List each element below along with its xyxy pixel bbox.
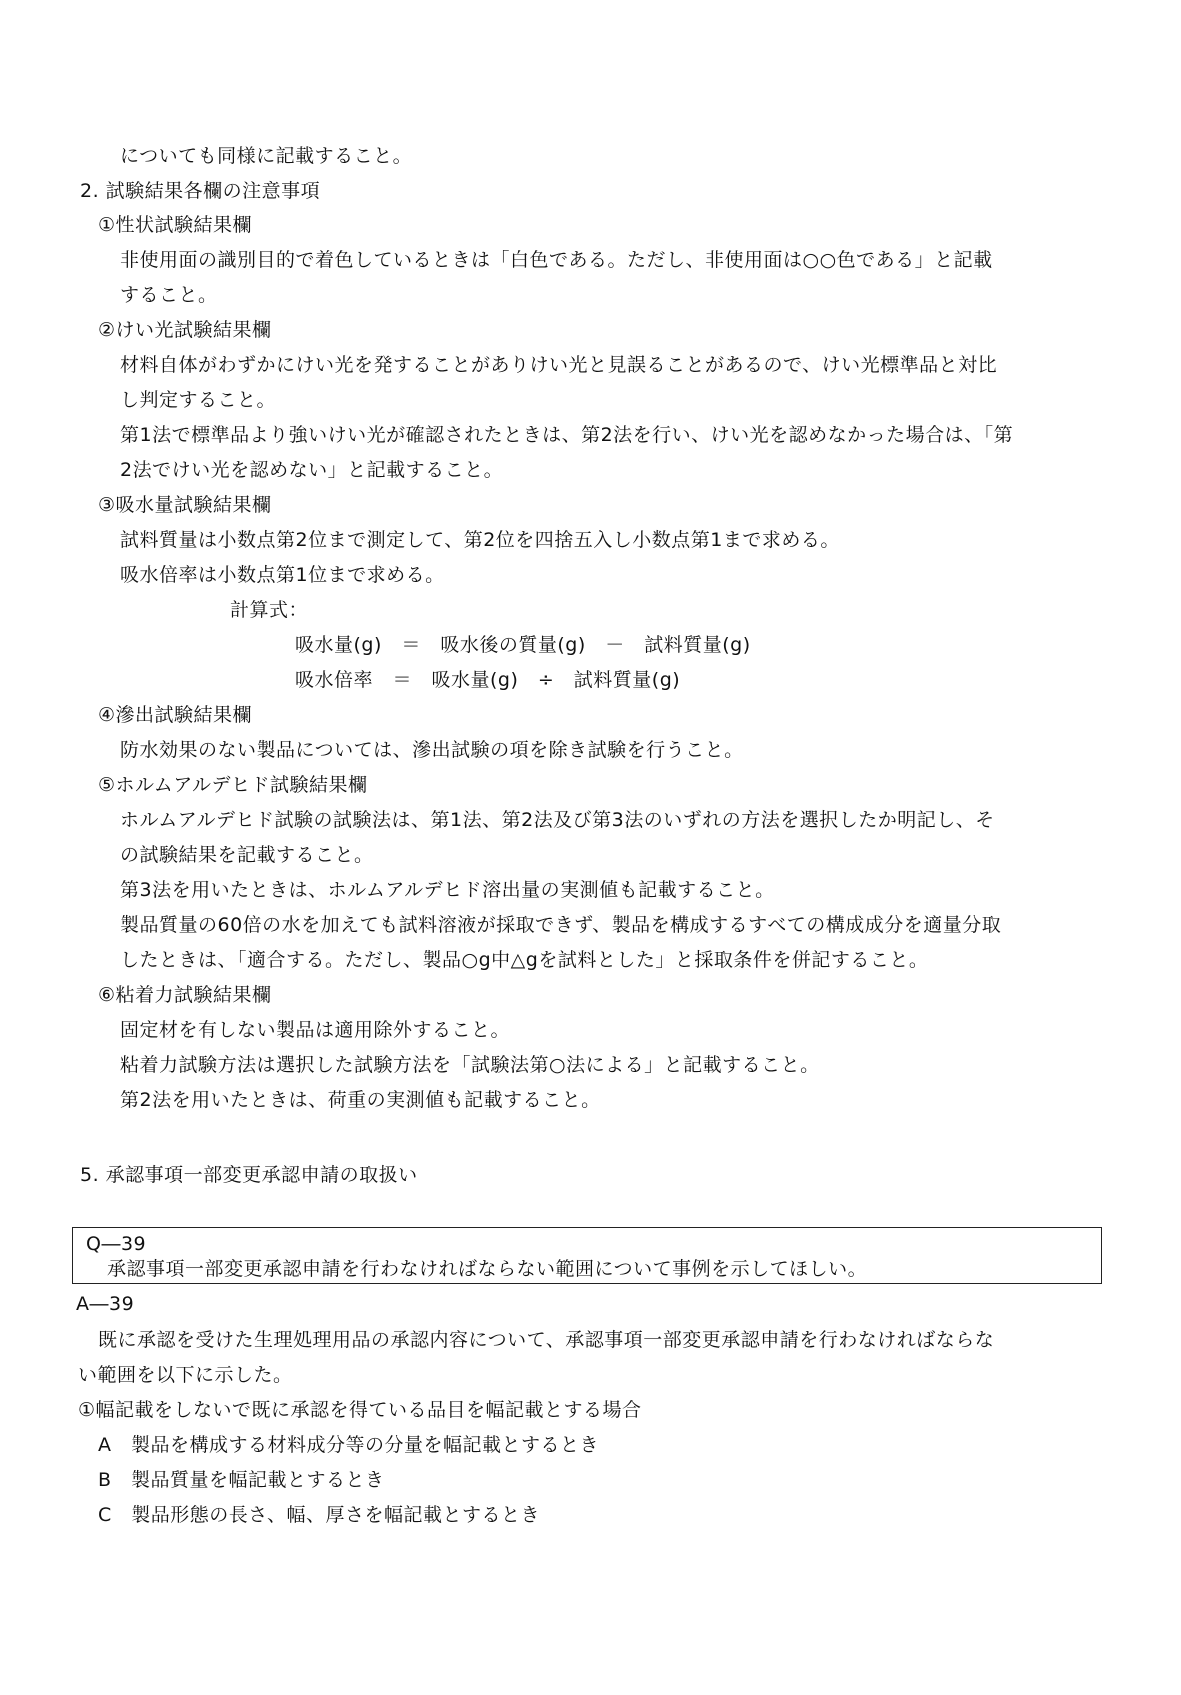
paragraph-line: 材料自体がわずかにけい光を発することがありけい光と見誤ることがあるので、けい光標準品と対比 <box>120 354 998 376</box>
paragraph-line: 防水効果のない製品については、滲出試験の項を除き試験を行うこと。 <box>120 739 744 761</box>
paragraph-line: い範囲を以下に示した。 <box>78 1364 293 1386</box>
formaldehyde-heading: ⑤ホルムアルデヒド試験結果欄 <box>98 774 368 796</box>
paragraph-line: 粘着力試験方法は選択した試験方法を「試験法第○法による」と記載すること。 <box>120 1054 820 1076</box>
paragraph-line: したときは、「適合する。ただし、製品○g中△gを試料とした」と採取条件を併記すること。 <box>120 949 929 971</box>
section5-heading: 5. 承認事項一部変更承認申請の取扱い <box>80 1164 418 1186</box>
paragraph-line: 第1法で標準品より強いけい光が確認されたときは、第2法を行い、けい光を認めなかった場合は、「第 <box>120 424 1014 446</box>
paragraph-line: 非使用面の識別目的で着色しているときは「白色である。ただし、非使用面は○○色である」と記載 <box>120 249 993 271</box>
formula-label: 計算式： <box>230 599 309 621</box>
question-label: Q―39 <box>86 1233 147 1255</box>
question-text: 承認事項一部変更承認申請を行わなければならない範囲について事例を示してほしい。 <box>107 1258 868 1280</box>
paragraph-line: 第2法を用いたときは、荷重の実測値も記載すること。 <box>120 1089 601 1111</box>
paragraph-line: し判定すること。 <box>120 389 277 411</box>
paragraph-line: 第3法を用いたときは、ホルムアルデヒド溶出量の実測値も記載すること。 <box>120 879 775 901</box>
list-item: C 製品形態の長さ、幅、厚さを幅記載とするとき <box>98 1504 541 1526</box>
list-item: B 製品質量を幅記載とするとき <box>98 1469 385 1491</box>
formula-line: 吸水倍率 ＝ 吸水量(g) ÷ 試料質量(g) <box>295 669 681 691</box>
absorption-heading: ③吸水量試験結果欄 <box>98 494 272 516</box>
paragraph-line: 固定材を有しない製品は適用除外すること。 <box>120 1019 511 1041</box>
case-heading: ①幅記載をしないで既に承認を得ている品目を幅記載とする場合 <box>78 1399 642 1421</box>
paragraph-line: 2法でけい光を認めない」と記載すること。 <box>120 459 504 481</box>
paragraph-line: 既に承認を受けた生理処理用品の承認内容について、承認事項一部変更承認申請を行わなければならな <box>98 1329 995 1351</box>
answer-label: A―39 <box>76 1293 135 1315</box>
paragraph-line: の試験結果を記載すること。 <box>120 844 374 866</box>
fluorescence-heading: ②けい光試験結果欄 <box>98 319 272 341</box>
paragraph-line: 吸水倍率は小数点第1位まで求める。 <box>120 564 445 586</box>
formula-line: 吸水量(g) ＝ 吸水後の質量(g) － 試料質量(g) <box>295 634 751 656</box>
item2-heading: 2. 試験結果各欄の注意事項 <box>80 180 321 202</box>
paragraph-line: ホルムアルデヒド試験の試験法は、第1法、第2法及び第3法のいずれの方法を選択したか明記し、そ <box>120 809 995 831</box>
property-heading: ①性状試験結果欄 <box>98 214 253 236</box>
paragraph-line: すること。 <box>120 284 218 306</box>
list-item: A 製品を構成する材料成分等の分量を幅記載とするとき <box>98 1434 599 1456</box>
paragraph-line: 試料質量は小数点第2位まで測定して、第2位を四捨五入し小数点第1まで求める。 <box>120 529 840 551</box>
paragraph-line: 製品質量の60倍の水を加えても試料溶液が採取できず、製品を構成するすべての構成成分を適量分取 <box>120 914 1002 936</box>
leaching-heading: ④滲出試験結果欄 <box>98 704 253 726</box>
adhesion-heading: ⑥粘着力試験結果欄 <box>98 984 272 1006</box>
continuation-line: についても同様に記載すること。 <box>120 145 413 167</box>
